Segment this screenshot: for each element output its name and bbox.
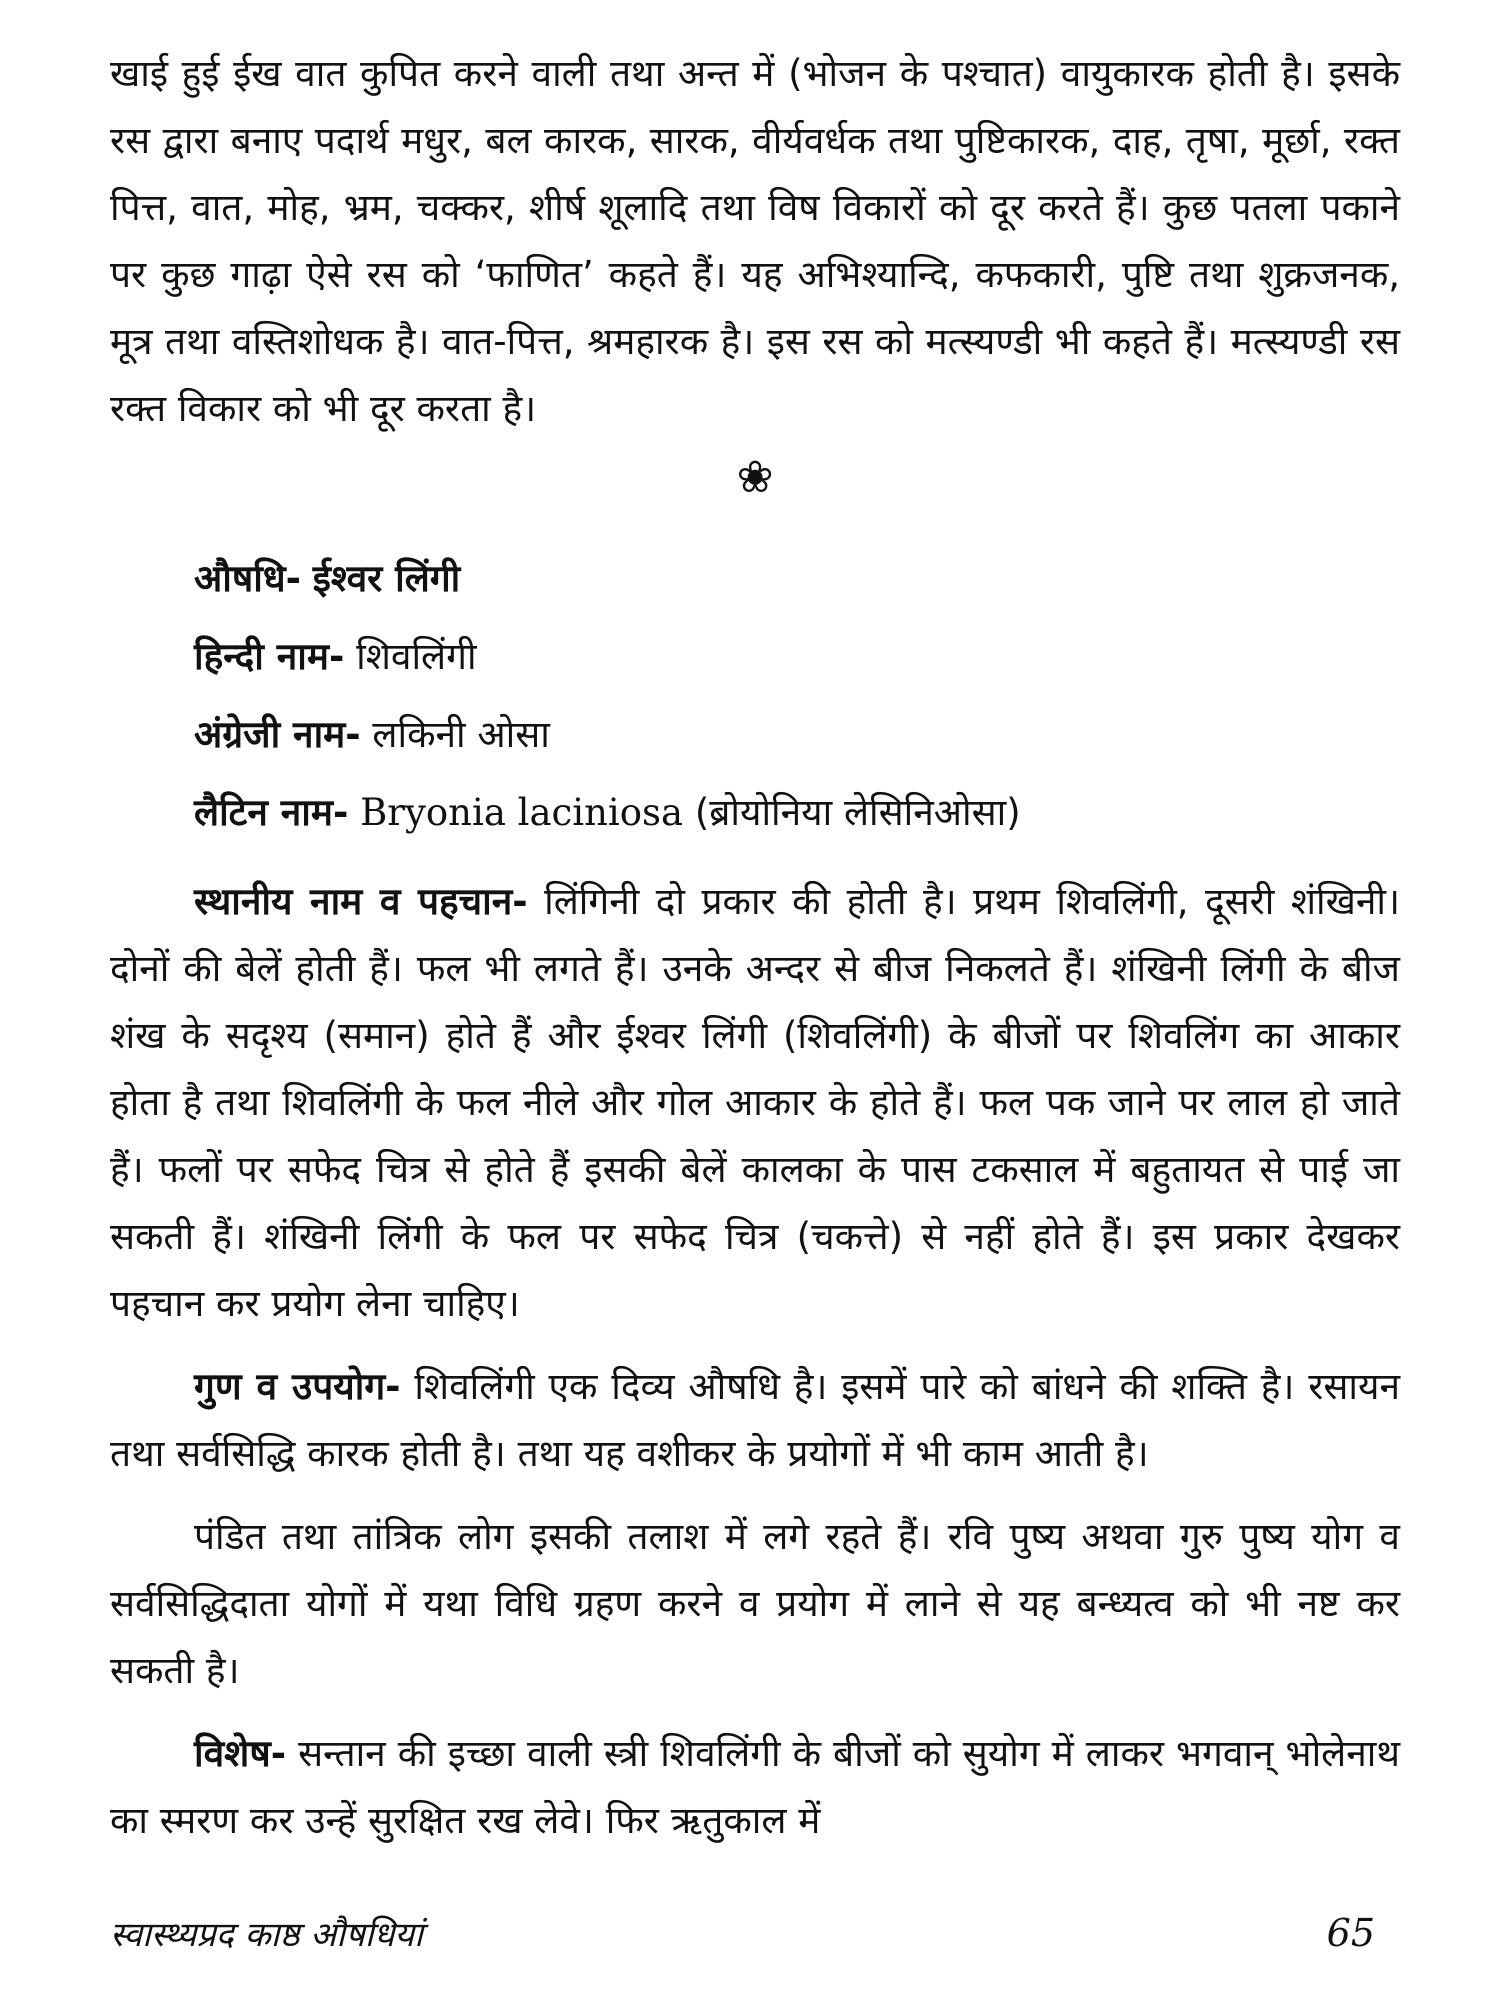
special-paragraph bbox=[110, 1720, 1400, 1854]
book-title: स्वास्थ्यप्रद काष्ठ औषधियां bbox=[110, 1915, 423, 1955]
latin-name-field bbox=[110, 774, 1400, 852]
flower-ornament-icon: ❀ bbox=[736, 452, 774, 503]
identification-text: लिंगिनी दो प्रकार की होती है। प्रथम शिवलिंगी, दूसरी शंखिनी। दोनों की बेलें होती हैं। फल भी लगते हैं। उनके अन्दर से बीज निकलते हैं। शंखिनी लिंगी के बीज शंख के सदृश्य (समान) होते हैं और ईश्वर लिंगी (शिवलिंगी) के बीजों पर शिवलिंग का आकार होता है तथा शिवलिंगी के फल नीले और गोल आकार के होते हैं। फल पक जाने पर लाल हो जाते हैं। फलों पर सफेद चित्र से होते हैं इसकी बेलें कालका के पास टकसाल में बहुतायत से पाई जा सकती हैं। शंखिनी लिंगी के फल पर सफेद चित्र (चकत्ते) से नहीं होते हैं। इस प्रकार देखकर पहचान कर प्रयोग लेना चाहिए। bbox=[110, 880, 1400, 1325]
identification-label: स्थानीय नाम व पहचान- bbox=[194, 880, 528, 923]
properties-paragraph bbox=[110, 1353, 1400, 1487]
special-text: सन्तान की इच्छा वाली स्त्री शिवलिंगी के बीजों को सुयोग में लाकर भगवान् भोलेनाथ का स्मरण कर उन्हें सुरक्षित रख लेवे। फिर ऋतुकाल में bbox=[110, 1732, 1400, 1842]
special-label: विशेष- bbox=[194, 1732, 287, 1775]
intro-paragraph: खाई हुई ईख वात कुपित करने वाली तथा अन्त में (भोजन के पश्चात) वायुकारक होती है। इसके रस द्वारा बनाए पदार्थ मधुर, बल कारक, सारक, वीर्यवर्धक तथा पुष्टिकारक, दाह, तृषा, मूर्छा, रक्त पित्त, वात, मोह, भ्रम, चक्कर, शीर्ष शूलादि तथा विष विकारों को दूर करते हैं। कुछ पतला पकाने पर कुछ गाढ़ा ऐसे रस को ‘फाणित’ कहते हैं। यह अभिश्यान्दि, कफकारी, पुष्टि तथा शुक्रजनक, मूत्र तथा वस्तिशोधक है। वात-पित्त, श्रमहारक है। इस रस को मत्स्यण्डी भी कहते हैं। मत्स्यण्डी रस रक्त विकार को भी दूर करता है। bbox=[110, 52, 1400, 430]
pandit-paragraph: पंडित तथा तांत्रिक लोग इसकी तलाश में लगे रहते हैं। रवि पुष्य अथवा गुरु पुष्य योग व सर्वसिद्धिदाता योगों में यथा विधि ग्रहण करने व प्रयोग में लाने से यह बन्ध्यत्व को भी नष्ट कर सकती है। bbox=[110, 1515, 1400, 1692]
hindi-name-field bbox=[110, 618, 1400, 696]
english-name-field bbox=[110, 696, 1400, 774]
aushadhi-field bbox=[110, 540, 1400, 618]
latin-name-value: Bryonia laciniosa bbox=[360, 791, 684, 834]
properties-label: गुण व उपयोग- bbox=[194, 1365, 401, 1408]
hindi-name-label: हिन्दी नाम- bbox=[194, 635, 345, 678]
hindi-name-value: शिवलिंगी bbox=[356, 635, 477, 678]
latin-name-label: लैटिन नाम- bbox=[194, 791, 349, 834]
page-number: 65 bbox=[1326, 1911, 1375, 1955]
english-name-label: अंग्रेजी नाम- bbox=[194, 713, 361, 756]
page-footer bbox=[110, 1910, 1375, 1956]
latin-name-transliteration: (ब्रोयोनिया लेसिनिओसा) bbox=[694, 791, 1021, 834]
identification-paragraph bbox=[110, 868, 1400, 1337]
properties-text: शिवलिंगी एक दिव्य औषधि है। इसमें पारे को बांधने की शक्ति है। रसायन तथा सर्वसिद्धि कारक होती है। तथा यह वशीकर के प्रयोगों में भी काम आती है। bbox=[110, 1365, 1400, 1475]
english-name-value: लकिनी ओसा bbox=[372, 713, 550, 756]
aushadhi-value: ईश्वर लिंगी bbox=[312, 557, 461, 600]
aushadhi-label: औषधि- bbox=[194, 557, 301, 600]
